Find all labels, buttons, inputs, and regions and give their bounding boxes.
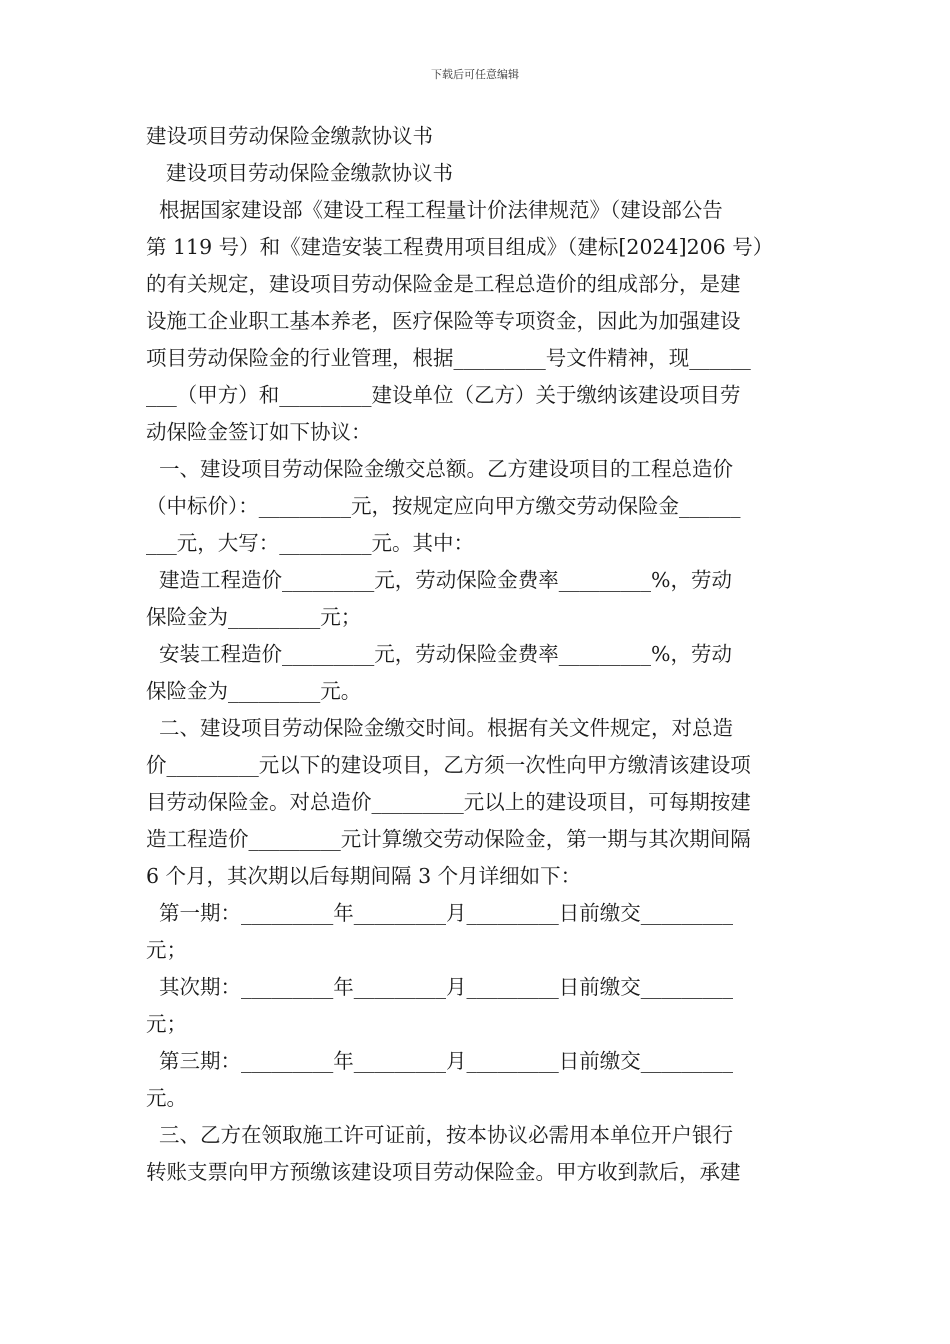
document-line: 元； [146, 1012, 187, 1036]
document-line: 保险金为_________元； [146, 605, 362, 629]
document-subtitle: 建设项目劳动保险金缴款协议书 [166, 161, 453, 185]
document-line: ___元，大写：_________元。其中： [146, 531, 474, 555]
document-line: 建造工程造价_________元，劳动保险金费率_________%，劳动 [146, 568, 733, 592]
document-line: 第 119 号）和《建造安装工程费用项目组成》（建标[2024]206 号） [146, 235, 774, 259]
document-line: 6 个月，其次期以后每期间隔 3 个月详细如下： [146, 864, 582, 888]
document-line: 其次期：_________年_________月_________日前缴交_________ [146, 975, 734, 999]
document-line: 一、建设项目劳动保险金缴交总额。乙方建设项目的工程总造价 [146, 457, 734, 481]
document-line: 设施工企业职工基本养老，医疗保险等专项资金，因此为加强建设 [146, 309, 741, 333]
document-line: 元。 [146, 1086, 187, 1110]
document-line: 价_________元以下的建设项目，乙方须一次性向甲方缴清该建设项 [146, 753, 751, 777]
document-line: 保险金为_________元。 [146, 679, 362, 703]
document-line: 元； [146, 938, 187, 962]
document-line: 二、建设项目劳动保险金缴交时间。根据有关文件规定，对总造 [146, 716, 734, 740]
document-line: 转账支票向甲方预缴该建设项目劳动保险金。甲方收到款后，承建 [146, 1160, 741, 1184]
document-line: 根据国家建设部《建设工程工程量计价法律规范》（建设部公告 [146, 198, 723, 222]
page-header: 下载后可任意编辑 [431, 68, 519, 81]
document-line: 动保险金签订如下协议： [146, 420, 372, 444]
document-line: ___（甲方）和_________建设单位（乙方）关于缴纳该建设项目劳 [146, 383, 741, 407]
document-line: 第三期：_________年_________月_________日前缴交_________ [146, 1049, 734, 1073]
document-line: 安装工程造价_________元，劳动保险金费率_________%，劳动 [146, 642, 733, 666]
document-title: 建设项目劳动保险金缴款协议书 [146, 124, 433, 148]
document-line: 造工程造价_________元计算缴交劳动保险金，第一期与其次期间隔 [146, 827, 751, 851]
document-line: （中标价）：_________元，按规定应向甲方缴交劳动保险金______ [146, 494, 741, 518]
document-line: 项目劳动保险金的行业管理，根据_________号文件精神，现______ [146, 346, 751, 370]
document-line: 第一期：_________年_________月_________日前缴交_________ [146, 901, 734, 925]
document-line: 的有关规定，建设项目劳动保险金是工程总造价的组成部分，是建 [146, 272, 741, 296]
document-line: 三、乙方在领取施工许可证前，按本协议必需用本单位开户银行 [146, 1123, 734, 1147]
document-line: 目劳动保险金。对总造价_________元以上的建设项目，可每期按建 [146, 790, 751, 814]
document-body [146, 118, 806, 1191]
document-paragraphs [146, 192, 806, 1191]
